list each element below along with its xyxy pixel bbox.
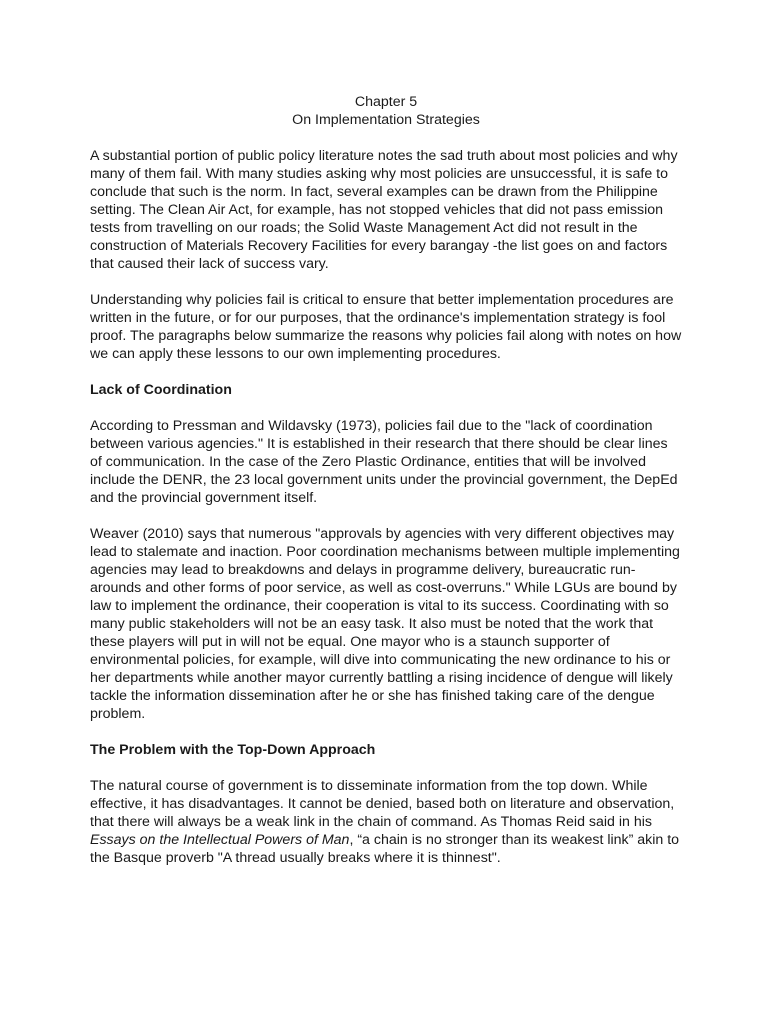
top-down-text-end: , “a chain is no stronger than its weakest link” akin to the Basque proverb "A thread usually breaks where it is thinnest". xyxy=(90,832,680,866)
chapter-number: Chapter 5 xyxy=(354,94,418,110)
intro-paragraph-1: A substantial portion of public policy literature notes the sad truth about most policies and why many of them fail. With many studies asking why most policies are unsuccessful, it is safe to conclude that such is the norm. In fact, several examples can be drawn from the Philippine setting. The Clean Air Act, for example, has not stopped vehicles that did not pass emission tests from travelling on our roads; the Solid Waste Management Act did not result in the construction of Materials Recovery Facilities for every barangay -the list goes on and factors that caused their lack of success vary. xyxy=(90,148,678,272)
chapter-title: On Implementation Strategies xyxy=(292,112,480,128)
coordination-paragraph-2: Weaver (2010) says that numerous "approvals by agencies with very different objectives may lead to stalemate and inaction. Poor coordination mechanisms between multiple implementing agencies may lead to breakdowns and delays in programme delivery, bureaucratic run-arounds and other forms of poor service, as well as cost-overruns." While LGUs are bound by law to implement the ordinance, their cooperation is vital to its success. Coordinating with so many public stakeholders will not be an easy task. It also must be noted that the work that these players will put in will not be equal. One mayor who is a staunch supporter of environmental policies, for example, will dive into communicating the new ordinance to his or her departments while another mayor currently battling a rising incidence of dengue will likely tackle the information dissemination after he or she has finished taking care of the dengue problem. xyxy=(90,526,680,722)
section-heading-top-down: The Problem with the Top-Down Approach xyxy=(90,742,376,758)
intro-paragraph-2: Understanding why policies fail is critical to ensure that better implementation procedures are written in the future, or for our purposes, that the ordinance's implementation strategy is fool proof. The paragraphs below summarize the reasons why policies fail along with notes on how we can apply these lessons to our own implementing procedures. xyxy=(90,292,682,362)
top-down-text-start: The natural course of government is to disseminate information from the top down. While effective, it has disadvantages. It cannot be denied, based both on literature and observation, that there will always be a weak link in the chain of command. As Thomas Reid said in his xyxy=(90,778,675,830)
section-heading-coordination: Lack of Coordination xyxy=(90,382,232,398)
chapter-heading xyxy=(90,93,682,129)
document-page xyxy=(90,93,682,885)
coordination-paragraph-1: According to Pressman and Wildavsky (1973), policies fail due to the "lack of coordination between various agencies." It is established in their research that there should be clear lines of communication. In the case of the Zero Plastic Ordinance, entities that will be involved include the DENR, the 23 local government units under the provincial government, the DepEd and the provincial government itself. xyxy=(90,418,678,506)
book-title: Essays on the Intellectual Powers of Man xyxy=(90,832,350,848)
top-down-paragraph-1 xyxy=(90,777,682,867)
